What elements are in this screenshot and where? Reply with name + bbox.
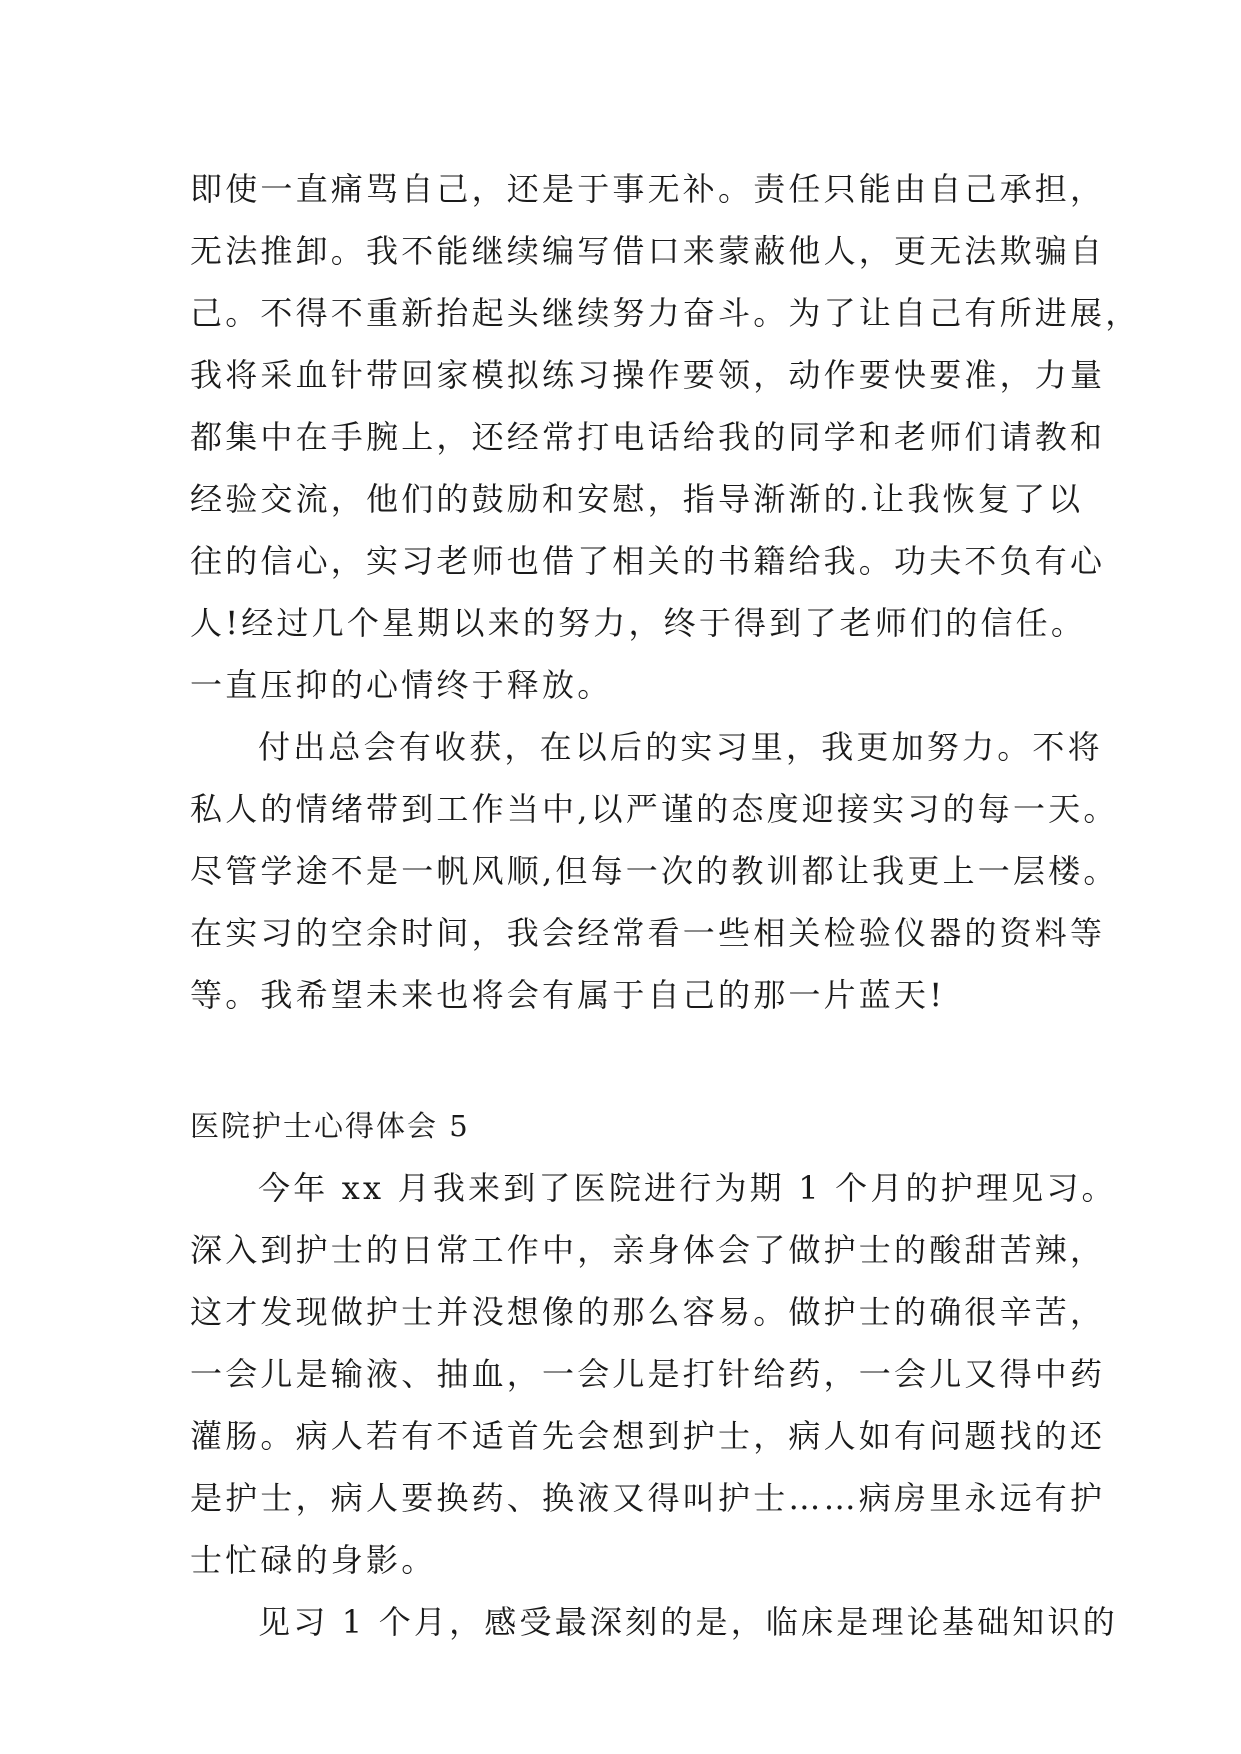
text-line: 这才发现做护士并没想像的那么容易。做护士的确很辛苦， (190, 1293, 1106, 1331)
text-line: 私人的情绪带到工作当中,以严谨的态度迎接实习的每一天。 (190, 790, 1119, 828)
text-line: 往的信心，实习老师也借了相关的书籍给我。功夫不负有心 (190, 542, 1106, 580)
text-line: 我将采血针带回家模拟练习操作要领，动作要快要准，力量 (190, 356, 1106, 394)
text-line: 一会儿是输液、抽血，一会儿是打针给药，一会儿又得中药 (190, 1355, 1106, 1393)
paragraph (190, 1591, 1118, 1653)
paragraph (190, 158, 1141, 716)
text-line: 是护士，病人要换药、换液又得叫护士……病房里永远有护 (190, 1479, 1106, 1517)
text-line: 士忙碌的身影。 (190, 1541, 437, 1579)
section-spacer (190, 1026, 1050, 1095)
paragraph (190, 1157, 1117, 1591)
text-line: 己。不得不重新抬起头继续努力奋斗。为了让自己有所进展， (190, 294, 1141, 332)
text-line: 今年 xx 月我来到了医院进行为期 1 个月的护理见习。 (258, 1169, 1117, 1207)
text-line: 深入到护士的日常工作中，亲身体会了做护士的酸甜苦辣， (190, 1231, 1106, 1269)
text-line: 经验交流，他们的鼓励和安慰，指导渐渐的.让我恢复了以 (190, 480, 1084, 518)
text-line: 人!经过几个星期以来的努力，终于得到了老师们的信任。 (190, 604, 1087, 642)
text-line: 等。我希望未来也将会有属于自己的那一片蓝天! (190, 976, 946, 1014)
text-line: 一直压抑的心情终于释放。 (190, 666, 613, 704)
text-line: 付出总会有收获，在以后的实习里，我更加努力。不将 (258, 728, 1103, 766)
text-line: 即使一直痛骂自己，还是于事无补。责任只能由自己承担， (190, 170, 1106, 208)
text-line: 灌肠。病人若有不适首先会想到护士，病人如有问题找的还 (190, 1417, 1106, 1455)
section-title: 医院护士心得体会 5 (190, 1109, 470, 1143)
paragraph (190, 716, 1119, 1026)
text-line: 在实习的空余时间，我会经常看一些相关检验仪器的资料等 (190, 914, 1106, 952)
text-line: 见习 1 个月，感受最深刻的是，临床是理论基础知识的 (258, 1603, 1118, 1641)
text-line: 都集中在手腕上，还经常打电话给我的同学和老师们请教和 (190, 418, 1106, 456)
document-body (190, 158, 1141, 1653)
text-line: 尽管学途不是一帆风顺,但每一次的教训都让我更上一层楼。 (190, 852, 1119, 890)
text-line: 无法推卸。我不能继续编写借口来蒙蔽他人，更无法欺骗自 (190, 232, 1106, 270)
